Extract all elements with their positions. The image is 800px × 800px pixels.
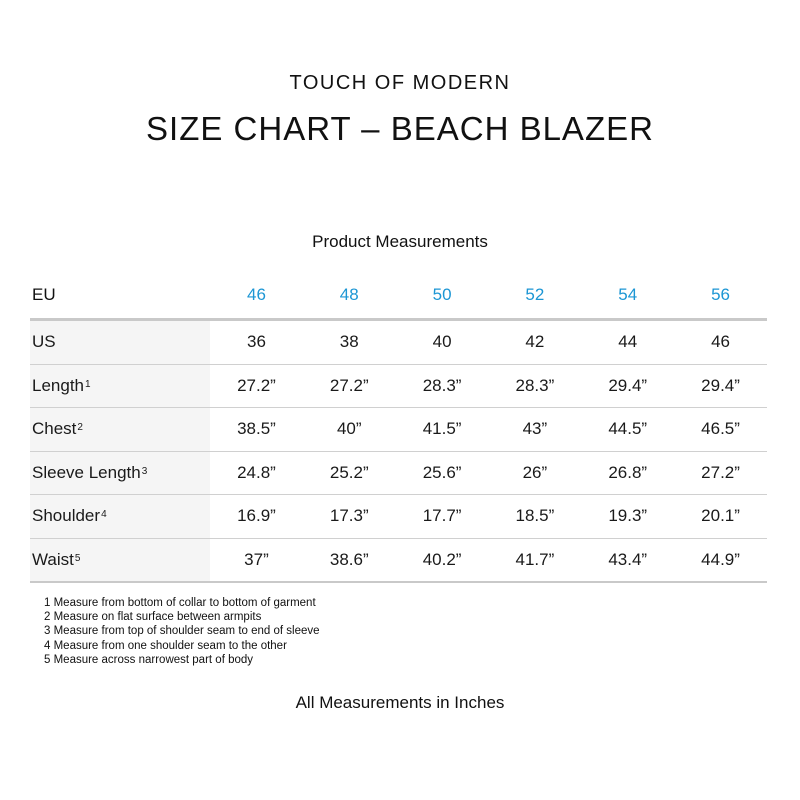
table-cell: 44.9”	[674, 538, 767, 582]
table-cell: 27.2”	[303, 364, 396, 408]
table-cell: 38.6”	[303, 538, 396, 582]
row-label-text: Length	[32, 375, 84, 395]
row-label-text: US	[32, 332, 56, 352]
table-cell: 26.8”	[581, 451, 674, 495]
table-cell: 40	[396, 320, 489, 365]
footnote-marker: 1	[85, 378, 91, 390]
table-cell: 44	[581, 320, 674, 365]
row-label	[30, 320, 210, 365]
row-label-text: Waist	[32, 549, 74, 569]
table-cell: 27.2”	[210, 364, 303, 408]
table-cell: 40”	[303, 408, 396, 452]
footnote-marker: 3	[141, 465, 148, 477]
page-title: SIZE CHART – BEACH BLAZER	[146, 110, 654, 147]
units-footer: All Measurements in Inches	[295, 693, 505, 712]
table-row	[30, 538, 767, 582]
footnote: 5 Measure across narrowest part of body	[44, 653, 254, 666]
footnote: 4 Measure from one shoulder seam to the other	[44, 639, 287, 652]
brand-logo: TOUCH OF MODERN	[289, 72, 511, 94]
table-cell: 43”	[488, 408, 581, 452]
table-row	[30, 495, 767, 539]
table-cell: 38.5”	[210, 408, 303, 452]
footnote-marker: 4	[101, 509, 107, 521]
footnote: 2 Measure on flat surface between armpits	[44, 611, 262, 624]
section-subtitle: Product Measurements	[312, 232, 488, 251]
table-cell: 40.2”	[396, 538, 489, 582]
table-cell: 37”	[210, 538, 303, 582]
table-cell: 46.5”	[674, 408, 767, 452]
table-cell: 29.4”	[674, 364, 767, 408]
header-label-eu: EU	[30, 272, 210, 320]
table-cell: 28.3”	[396, 364, 489, 408]
table-cell: 18.5”	[488, 495, 581, 539]
table-cell: 27.2”	[674, 451, 767, 495]
footnote: 3 Measure from top of shoulder seam to end of sleeve	[44, 625, 320, 638]
footnote-marker: 5	[74, 552, 81, 564]
table-cell: 17.7”	[396, 495, 489, 539]
table-cell: 25.6”	[396, 451, 489, 495]
table-row	[30, 451, 767, 495]
table-cell: 42	[488, 320, 581, 365]
table-header-row	[30, 272, 767, 320]
table-cell: 28.3”	[488, 364, 581, 408]
table-cell: 36	[210, 320, 303, 365]
table-row	[30, 408, 767, 452]
row-label-text: Chest	[32, 419, 77, 439]
table-cell: 43.4”	[581, 538, 674, 582]
eu-size-header: 54	[581, 272, 674, 320]
table-row	[30, 320, 767, 365]
table-cell: 26”	[488, 451, 581, 495]
row-label	[30, 451, 210, 495]
eu-size-header: 48	[303, 272, 396, 320]
table-cell: 29.4”	[581, 364, 674, 408]
eu-size-header: 50	[396, 272, 489, 320]
footnote: 1 Measure from bottom of collar to bottom of garment	[44, 597, 316, 609]
eu-size-header: 46	[210, 272, 303, 320]
footnote-marker: 2	[77, 422, 83, 434]
table-cell: 44.5”	[581, 408, 674, 452]
row-label	[30, 364, 210, 408]
table-cell: 38	[303, 320, 396, 365]
table-cell: 41.7”	[488, 538, 581, 582]
table-cell: 17.3”	[303, 495, 396, 539]
table-cell: 16.9”	[210, 495, 303, 539]
table-cell: 41.5”	[396, 408, 489, 452]
row-label	[30, 408, 210, 452]
table-cell: 19.3”	[581, 495, 674, 539]
eu-size-header: 56	[674, 272, 767, 320]
table-cell: 24.8”	[210, 451, 303, 495]
size-table-container	[30, 272, 767, 583]
row-label	[30, 538, 210, 582]
table-body	[30, 320, 767, 583]
footnotes	[44, 596, 320, 667]
table-cell: 46	[674, 320, 767, 365]
eu-size-header: 52	[488, 272, 581, 320]
table-cell: 25.2”	[303, 451, 396, 495]
row-label-text: Sleeve Length	[32, 462, 141, 482]
table-cell: 20.1”	[674, 495, 767, 539]
row-label	[30, 495, 210, 539]
row-label-text: Shoulder	[32, 506, 101, 526]
table-row	[30, 364, 767, 408]
size-table	[30, 272, 767, 583]
